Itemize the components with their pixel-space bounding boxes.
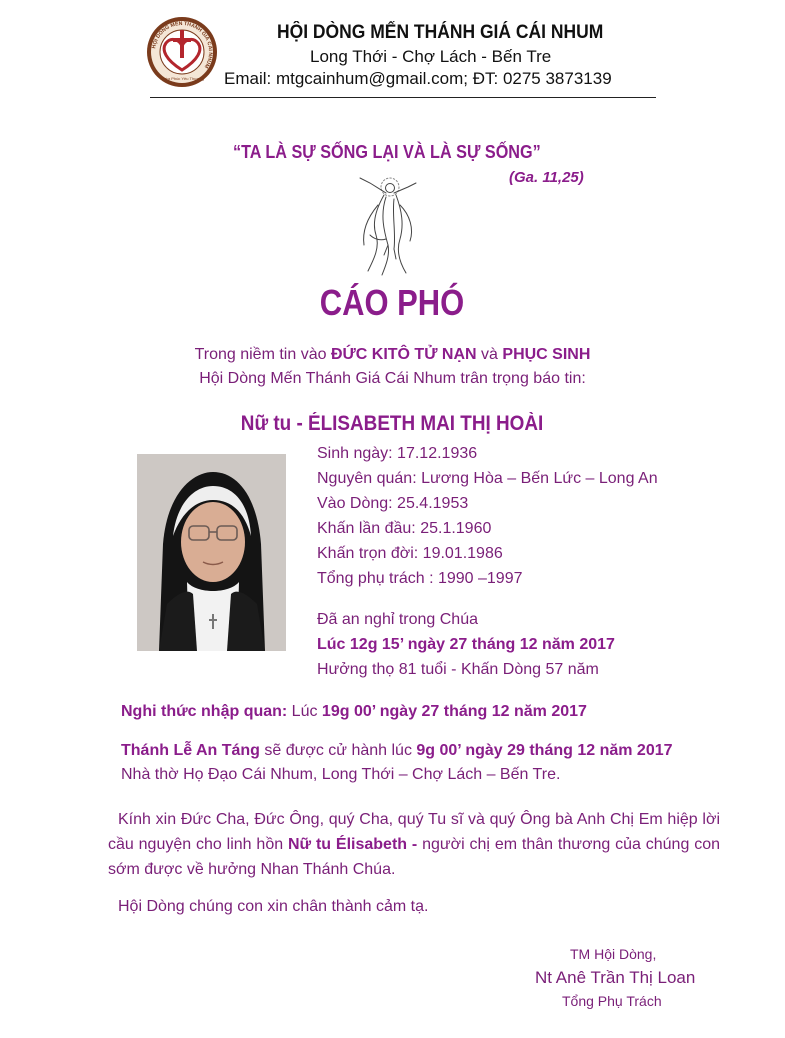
prayer-request: Kính xin Đức Cha, Đức Ông, quý Cha, quý Tu sĩ và quý Ông bà Anh Chị Em hiệp lời cầu nguyện cho linh hồn Nữ tu Élisabeth - người chị em thân thương của chúng con sớm được về hưởng Nhan Thánh Chúa. [108,811,720,878]
first-vows: Khấn lần đầu: 25.1.1960 [317,520,492,537]
thanks-line: Hội Dòng chúng con xin chân thành cảm tạ. [118,898,429,915]
passed-away: Đã an nghỉ trong Chúa [317,611,478,628]
risen-christ-illustration [350,175,422,277]
header-title: HỘI DÒNG MẾN THÁNH GIÁ CÁI NHUM [277,22,604,43]
birth-date: Sinh ngày: 17.12.1936 [317,445,478,462]
deceased-photo [137,454,286,651]
final-vows: Khấn trọn đời: 19.01.1986 [317,545,503,562]
signature-name: Nt Anê Trần Thị Loan [535,968,696,987]
logo-ring-text: HỘI DÒNG MẾN THÁNH GIÁ CÁI NHUM [151,20,214,70]
passed-time: Lúc 12g 15’ ngày 27 tháng 12 năm 2017 [317,636,615,653]
viewing-ceremony: Nghi thức nhập quan: Lúc 19g 00’ ngày 27 tháng 12 năm 2017 [121,703,587,720]
entered-congregation: Vào Dòng: 25.4.1953 [317,495,469,512]
funeral-mass: Thánh Lễ An Táng sẽ được cử hành lúc 9g 00’ ngày 29 tháng 12 năm 2017 [121,742,673,759]
intro-line-2: Hội Dòng Mến Thánh Giá Cái Nhum trân trọng báo tin: [199,370,586,387]
logo-bottom-text: Chứa Phúc Yêu Thương [160,76,204,81]
signature-on-behalf: TM Hội Dòng, [570,946,657,962]
header-divider [150,97,656,98]
page-title: CÁO PHÓ [320,282,465,323]
deceased-name: Nữ tu - ÉLISABETH MAI THỊ HOÀI [241,412,544,435]
funeral-location: Nhà thờ Họ Đạo Cái Nhum, Long Thới – Chợ Lách – Bến Tre. [121,766,561,783]
age-and-vows: Hưởng thọ 81 tuổi - Khấn Dòng 57 năm [317,661,599,678]
scripture-reference: (Ga. 11,25) [509,169,584,186]
signature-role: Tổng Phụ Trách [562,993,662,1009]
superior-term: Tổng phụ trách : 1990 –1997 [317,570,523,587]
congregation-logo [146,16,218,88]
intro-line-1: Trong niềm tin vào ĐỨC KITÔ TỬ NẠN và PHỤC SINH [194,346,591,363]
header-contact: Email: mtgcainhum@gmail.com; ĐT: 0275 3873139 [224,69,612,88]
scripture-quote: “TA LÀ SỰ SỐNG LẠI VÀ LÀ SỰ SỐNG” [233,142,541,162]
hometown: Nguyên quán: Lương Hòa – Bến Lức – Long An [317,470,658,487]
header-address: Long Thới - Chợ Lách - Bến Tre [310,47,552,66]
